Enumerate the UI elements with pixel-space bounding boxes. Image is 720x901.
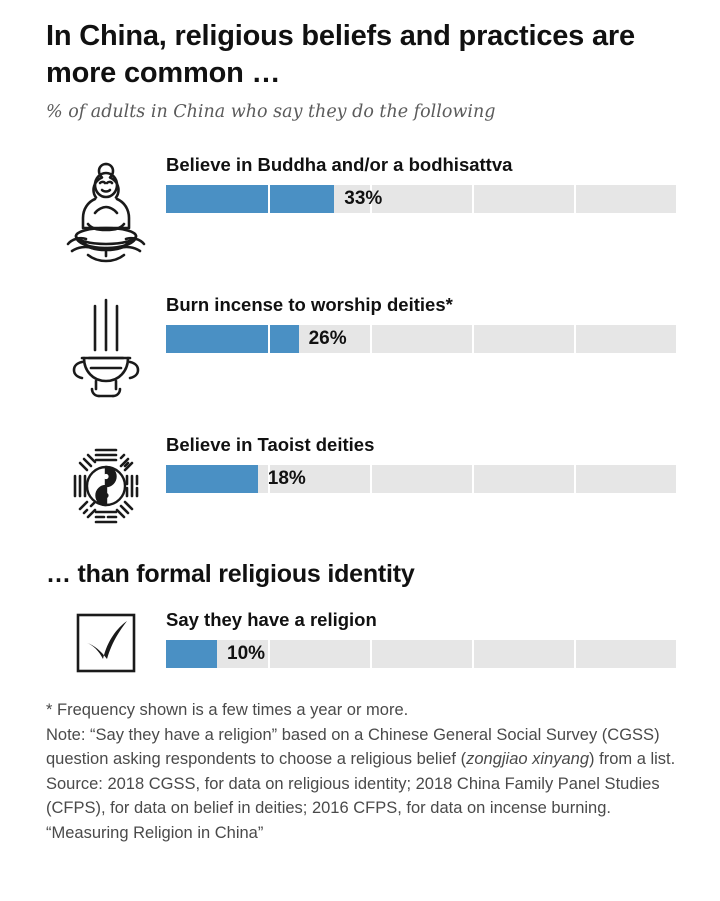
footnote-note-italic: zongjiao xinyang <box>466 750 590 769</box>
row-label: Believe in Taoist deities <box>166 434 375 456</box>
section-heading: … than formal religious identity <box>46 560 415 589</box>
chart-row <box>46 150 676 268</box>
bar-value-label: 18% <box>267 468 306 490</box>
incense-burner-icon <box>46 290 166 408</box>
chart-rows-bottom <box>46 605 676 677</box>
chart-bar-group <box>166 430 676 493</box>
bar-track <box>166 465 676 493</box>
footnotes <box>46 699 676 846</box>
chart-bar-group <box>166 150 676 213</box>
footnote-report-title: “Measuring Religion in China” <box>46 823 264 842</box>
bar-track <box>166 185 676 213</box>
chart-row <box>46 290 676 408</box>
chart-bar-group <box>166 290 676 353</box>
bar-value-label: 26% <box>308 328 347 350</box>
bar-track <box>166 640 676 668</box>
footnote-note <box>46 724 676 772</box>
row-label: Believe in Buddha and/or a bodhisattva <box>166 154 513 176</box>
bar-value-label: 10% <box>227 643 266 665</box>
footnote-source: Source: 2018 CGSS, for data on religious identity; 2018 China Family Panel Studies (CFPS), for data on belief in deities; 2016 CFPS, for data on incense burning. <box>46 774 660 817</box>
row-label: Burn incense to worship deities* <box>166 294 453 316</box>
chart-bar-group <box>166 605 676 668</box>
page-subtitle: % of adults in China who say they do the following <box>46 102 496 123</box>
bar-fill <box>166 325 299 353</box>
chart-row <box>46 430 676 536</box>
row-label: Say they have a religion <box>166 609 377 631</box>
footnote-note-part1: Note: “Say they have a religion” based on a Chinese General Social Survey (CGSS) question asking respondents to choose a religious belief ( <box>46 726 660 769</box>
chart-row <box>46 605 676 677</box>
bar-value-label: 33% <box>344 188 383 210</box>
buddha-icon <box>46 150 166 268</box>
chart-rows-top <box>46 150 676 536</box>
bar-track <box>166 325 676 353</box>
page-title: In China, religious beliefs and practices are more common … <box>46 20 635 90</box>
bar-fill <box>166 465 258 493</box>
bar-fill <box>166 185 334 213</box>
bagua-yin-yang-icon <box>46 430 166 536</box>
footnote-frequency: * Frequency shown is a few times a year or more. <box>46 701 409 720</box>
checkbox-checked-icon <box>46 605 166 677</box>
footnote-note-part2: ) from a list. <box>589 750 676 769</box>
bar-fill <box>166 640 217 668</box>
